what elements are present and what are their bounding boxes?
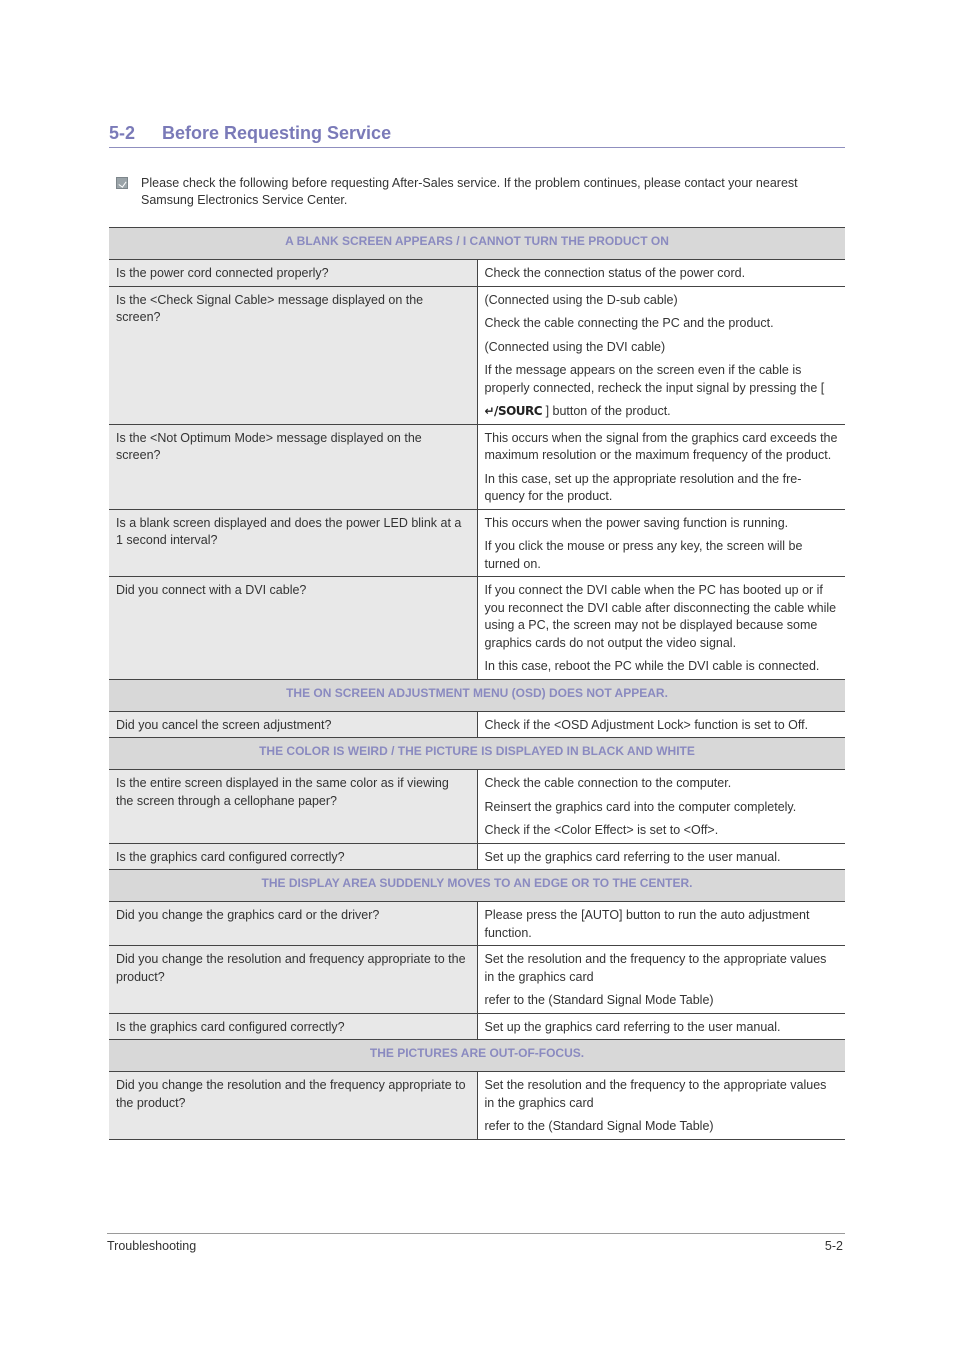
note: [116, 175, 846, 209]
footer: [107, 1233, 845, 1253]
table-row: [109, 286, 845, 424]
answer-text: Reinsert the graphics card into the computer completely.: [484, 799, 797, 814]
answer-line: [485, 907, 839, 942]
answer-line: [485, 538, 839, 573]
answer-cell: [477, 1072, 845, 1140]
question-cell: Is the power cord connected properly?: [109, 260, 477, 287]
table-row: [109, 902, 845, 946]
question-cell: Did you connect with a DVI cable?: [109, 577, 477, 680]
answer-text: This occurs when the power saving function is running.: [484, 515, 789, 530]
footer-page-number: 5-2: [824, 1239, 843, 1253]
answer-text: (Connected using the DVI cable): [484, 339, 666, 354]
question-cell: Did you change the resolution and the frequency appropriate to the product?: [109, 1072, 477, 1140]
table-row: [109, 770, 845, 844]
answer-line: [485, 403, 839, 421]
answer-line: [485, 362, 839, 397]
note-icon: [116, 177, 128, 189]
answer-line: [485, 1077, 839, 1112]
question-cell: Did you change the graphics card or the driver?: [109, 902, 477, 946]
answer-line: [485, 265, 839, 283]
answer-line: [485, 992, 839, 1010]
section-title: Before Requesting Service: [162, 123, 392, 143]
answer-cell: [477, 509, 845, 577]
question-cell: Is the <Not Optimum Mode> message displayed on the screen?: [109, 424, 477, 509]
answer-cell: [477, 946, 845, 1014]
section-header: A BLANK SCREEN APPEARS / I CANNOT TURN THE PRODUCT ON: [109, 228, 845, 260]
answer-text: Set up the graphics card referring to the user manual.: [484, 1019, 781, 1034]
answer-text: Check if the <Color Effect> is set to <Off>.: [484, 823, 719, 837]
table-row: [109, 577, 845, 680]
answer-text: (Connected using the D-sub cable): [484, 292, 678, 307]
section-header: THE DISPLAY AREA SUDDENLY MOVES TO AN EDGE OR TO THE CENTER.: [109, 870, 845, 902]
section-header-row: [109, 228, 845, 260]
answer-text: Check if the <OSD Adjustment Lock> function is set to Off.: [484, 717, 809, 732]
source-button-icon: ↵/SOURC: [484, 404, 543, 418]
answer-line: [485, 1118, 839, 1136]
answer-line: [485, 849, 839, 867]
table-row: [109, 424, 845, 509]
footer-chapter: Troubleshooting: [107, 1239, 197, 1253]
answer-line: [485, 951, 839, 986]
table-row: [109, 260, 845, 287]
answer-line: [485, 582, 839, 652]
answer-text: refer to the (Standard Signal Mode Table): [484, 1119, 714, 1133]
answer-cell: [477, 770, 845, 844]
section-header-row: [109, 1040, 845, 1072]
section-header-row: [109, 679, 845, 711]
answer-cell: [477, 902, 845, 946]
answer-text: Check the connection status of the power cord.: [484, 266, 746, 280]
section-header-row: [109, 738, 845, 770]
answer-line: [485, 1019, 839, 1037]
answer-cell: [477, 424, 845, 509]
answer-line: [485, 315, 839, 333]
answer-cell: [477, 577, 845, 680]
answer-line: [485, 515, 839, 533]
answer-line: [485, 775, 839, 793]
question-cell: Did you change the resolution and frequency appropriate to the product?: [109, 946, 477, 1014]
answer-text: In this case, set up the appropriate resolution and the fre-quency for the product.: [484, 471, 802, 503]
answer-cell: [477, 286, 845, 424]
answer-text: Check the cable connecting the PC and the product.: [484, 316, 774, 330]
answer-text: refer to the (Standard Signal Mode Table): [484, 993, 714, 1007]
table-row: [109, 843, 845, 870]
table-row: [109, 1072, 845, 1140]
troubleshooting-table: [109, 227, 845, 1140]
answer-text: If you click the mouse or press any key, the screen will be turned on.: [484, 539, 803, 571]
answer-cell: [477, 260, 845, 287]
section-header: THE ON SCREEN ADJUSTMENT MENU (OSD) DOES NOT APPEAR.: [109, 679, 845, 711]
question-cell: Is the <Check Signal Cable> message displayed on the screen?: [109, 286, 477, 424]
answer-text: Check the cable connection to the computer.: [484, 776, 732, 790]
table-row: [109, 509, 845, 577]
answer-cell: [477, 711, 845, 738]
answer-text: ] button of the product.: [545, 404, 671, 418]
answer-text: Set up the graphics card referring to the user manual.: [484, 849, 781, 864]
answer-text: This occurs when the signal from the graphics card exceeds the maximum resolution or the maximum frequency of the product.: [484, 430, 838, 462]
section-header-row: [109, 870, 845, 902]
answer-line: [485, 430, 839, 465]
table-row: [109, 711, 845, 738]
answer-text: Set the resolution and the frequency to the appropriate values in the graphics card: [484, 1078, 827, 1110]
question-cell: Did you cancel the screen adjustment?: [109, 711, 477, 738]
question-cell: Is the graphics card configured correctly?: [109, 843, 477, 870]
note-text: Please check the following before requesting After-Sales service. If the problem continues, please contact your nearest Samsung Electronics Service Center.: [141, 176, 798, 207]
answer-text: If the message appears on the screen even if the cable is properly connected, recheck the input signal by pressing the [: [484, 363, 825, 395]
answer-cell: [477, 1013, 845, 1040]
question-cell: Is the entire screen displayed in the same color as if viewing the screen through a cellophane paper?: [109, 770, 477, 844]
answer-text: In this case, reboot the PC while the DVI cable is connected.: [484, 659, 820, 673]
question-cell: Is a blank screen displayed and does the power LED blink at a 1 second interval?: [109, 509, 477, 577]
answer-line: [485, 658, 839, 676]
table-row: [109, 946, 845, 1014]
section-header: THE COLOR IS WEIRD / THE PICTURE IS DISPLAYED IN BLACK AND WHITE: [109, 738, 845, 770]
answer-text: If you connect the DVI cable when the PC has booted up or if you reconnect the DVI cable after disconnecting the cable while using a PC, the screen may not be displayed because some graphics cards do not output the video signal.: [484, 583, 837, 650]
answer-text: Set the resolution and the frequency to the appropriate values in the graphics card: [484, 952, 827, 984]
answer-line: [485, 292, 839, 310]
question-cell: Is the graphics card configured correctly?: [109, 1013, 477, 1040]
table-row: [109, 1013, 845, 1040]
answer-line: [485, 799, 839, 817]
answer-line: [485, 822, 839, 840]
section-number: 5-2: [109, 123, 136, 143]
answer-text: Please press the [AUTO] button to run the auto adjustment function.: [484, 908, 810, 940]
answer-line: [485, 717, 839, 735]
answer-line: [485, 339, 839, 357]
section-header: THE PICTURES ARE OUT-OF-FOCUS.: [109, 1040, 845, 1072]
answer-cell: [477, 843, 845, 870]
answer-line: [485, 471, 839, 506]
page-title: [109, 123, 845, 148]
